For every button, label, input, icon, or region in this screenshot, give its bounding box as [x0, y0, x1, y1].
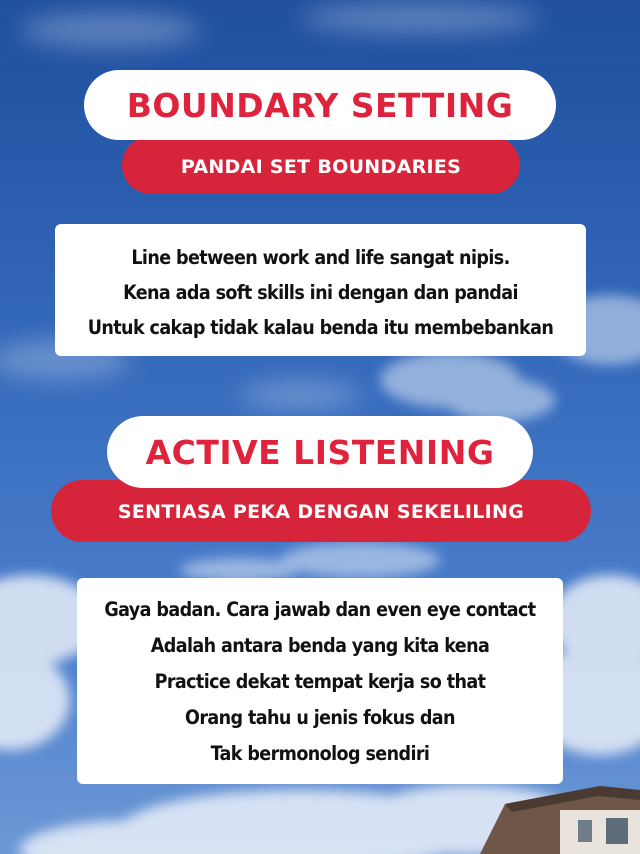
boundary-setting-title: BOUNDARY SETTING	[84, 70, 556, 140]
active-listening-card	[77, 578, 563, 784]
card-line: Kena ada soft skills ini dengan dan pandai	[123, 281, 518, 304]
card-line: Adalah antara benda yang kita kena	[150, 634, 490, 657]
active-listening-subtitle: SENTIASA PEKA DENGAN SEKELILING	[51, 480, 591, 542]
card-line: Gaya badan. Cara jawab dan even eye contact	[104, 598, 536, 621]
card-line: Practice dekat tempat kerja so that	[154, 670, 486, 693]
card-line: Tak bermonolog sendiri	[210, 742, 430, 765]
card-line: Untuk cakap tidak kalau benda itu membebankan	[87, 316, 554, 339]
active-listening-title: ACTIVE LISTENING	[107, 416, 533, 488]
card-line: Line between work and life sangat nipis.	[131, 246, 510, 269]
boundary-setting-subtitle: PANDAI SET BOUNDARIES	[122, 136, 520, 194]
boundary-setting-card	[55, 224, 586, 356]
card-line: Orang tahu u jenis fokus dan	[185, 706, 455, 729]
